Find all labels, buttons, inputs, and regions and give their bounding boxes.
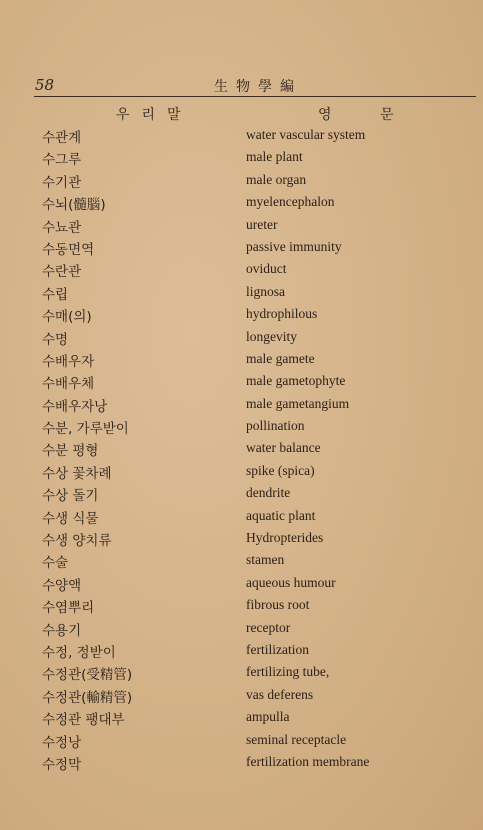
english-term: stamen — [246, 552, 285, 568]
korean-term: 수매(의) — [42, 309, 92, 326]
korean-term: 수정관 팽대부 — [42, 712, 125, 729]
glossary-entry — [0, 617, 483, 639]
korean-term: 수용기 — [42, 622, 82, 639]
english-term: longevity — [246, 328, 297, 344]
english-term: oviduct — [246, 261, 287, 277]
korean-term: 수분, 가루받이 — [42, 421, 129, 438]
korean-term: 수란관 — [42, 264, 82, 281]
english-term: fibrous root — [246, 597, 310, 613]
glossary-entry — [0, 281, 483, 303]
glossary-entry — [0, 258, 483, 280]
glossary-entry — [0, 303, 483, 325]
english-term: water balance — [246, 440, 321, 456]
glossary-entry — [0, 684, 483, 706]
english-term: seminal receptacle — [246, 731, 347, 747]
korean-term: 수그루 — [42, 152, 82, 169]
english-term: receptor — [246, 619, 291, 635]
english-term: male plant — [246, 149, 303, 165]
english-term: myelencephalon — [246, 194, 335, 210]
english-term: passive immunity — [246, 238, 342, 254]
english-term: fertilizing tube, — [246, 664, 330, 680]
glossary-entry — [0, 594, 483, 616]
english-term: pollination — [246, 418, 305, 434]
column-header-korean: 우리말 — [116, 107, 193, 123]
glossary-entry — [0, 505, 483, 527]
glossary-entry — [0, 214, 483, 236]
glossary-entry — [0, 661, 483, 683]
glossary-entry — [0, 527, 483, 549]
korean-term: 수기관 — [42, 174, 82, 191]
korean-term: 수동면역 — [42, 241, 95, 258]
korean-term: 수정, 정받이 — [42, 644, 116, 661]
korean-term: 수정관(輸精管) — [42, 689, 133, 706]
glossary-entry — [0, 549, 483, 571]
english-term: aquatic plant — [246, 507, 316, 523]
korean-term: 수정막 — [42, 756, 82, 773]
book-title: 生物學編 — [214, 79, 302, 95]
korean-term: 수립 — [42, 286, 69, 303]
glossary-entry — [0, 191, 483, 213]
korean-term: 수술 — [42, 555, 69, 572]
english-term: Hydropterides — [246, 530, 324, 546]
english-term: ampulla — [246, 709, 290, 725]
header-rule — [34, 96, 476, 97]
glossary-entry — [0, 326, 483, 348]
english-term: male organ — [246, 171, 307, 187]
english-term: male gametophyte — [246, 373, 346, 389]
korean-term: 수명 — [42, 331, 69, 348]
english-term: male gametangium — [246, 395, 350, 411]
korean-term: 수정낭 — [42, 734, 82, 751]
column-header-english: 영 문 — [318, 107, 416, 123]
english-term: water vascular system — [246, 127, 366, 142]
english-term: fertilization membrane — [246, 753, 370, 769]
glossary-entry — [0, 236, 483, 258]
korean-term: 수관계 — [42, 130, 82, 146]
korean-term: 수뇨관 — [42, 219, 82, 236]
english-term: hydrophilous — [246, 306, 318, 322]
korean-term: 수상 돌기 — [42, 488, 99, 505]
glossary-entry — [0, 124, 483, 146]
korean-term: 수양액 — [42, 577, 82, 594]
page-header — [0, 74, 483, 98]
english-term: lignosa — [246, 283, 285, 299]
glossary-entry — [0, 729, 483, 751]
glossary-entry — [0, 482, 483, 504]
korean-term: 수분 평형 — [42, 443, 99, 460]
glossary-entry — [0, 706, 483, 728]
korean-term: 수뇌(髓腦) — [42, 197, 106, 214]
english-term: ureter — [246, 216, 278, 232]
glossary-entry — [0, 751, 483, 773]
korean-term: 수염뿌리 — [42, 600, 95, 617]
glossary-entry — [0, 348, 483, 370]
glossary-entry — [0, 460, 483, 482]
glossary-entry — [0, 393, 483, 415]
glossary-list — [0, 124, 483, 773]
english-term: fertilization — [246, 641, 309, 657]
page-number: 58 — [35, 76, 55, 94]
glossary-entry — [0, 169, 483, 191]
korean-term: 수배우자낭 — [42, 398, 108, 415]
glossary-entry — [0, 572, 483, 594]
korean-term: 수배우자 — [42, 353, 95, 370]
glossary-entry — [0, 146, 483, 168]
korean-term: 수생 식물 — [42, 510, 99, 527]
english-term: spike (spica) — [246, 462, 315, 478]
glossary-entry — [0, 437, 483, 459]
english-term: male gamete — [246, 350, 315, 366]
korean-term: 수배우체 — [42, 376, 95, 393]
glossary-entry — [0, 370, 483, 392]
glossary-entry — [0, 639, 483, 661]
korean-term: 수상 꽃차례 — [42, 465, 112, 482]
english-term: vas deferens — [246, 686, 314, 702]
glossary-entry — [0, 415, 483, 437]
english-term: dendrite — [246, 485, 291, 501]
korean-term: 수생 양치류 — [42, 533, 112, 550]
korean-term: 수정관(受精管) — [42, 667, 133, 684]
english-term: aqueous humour — [246, 574, 336, 590]
